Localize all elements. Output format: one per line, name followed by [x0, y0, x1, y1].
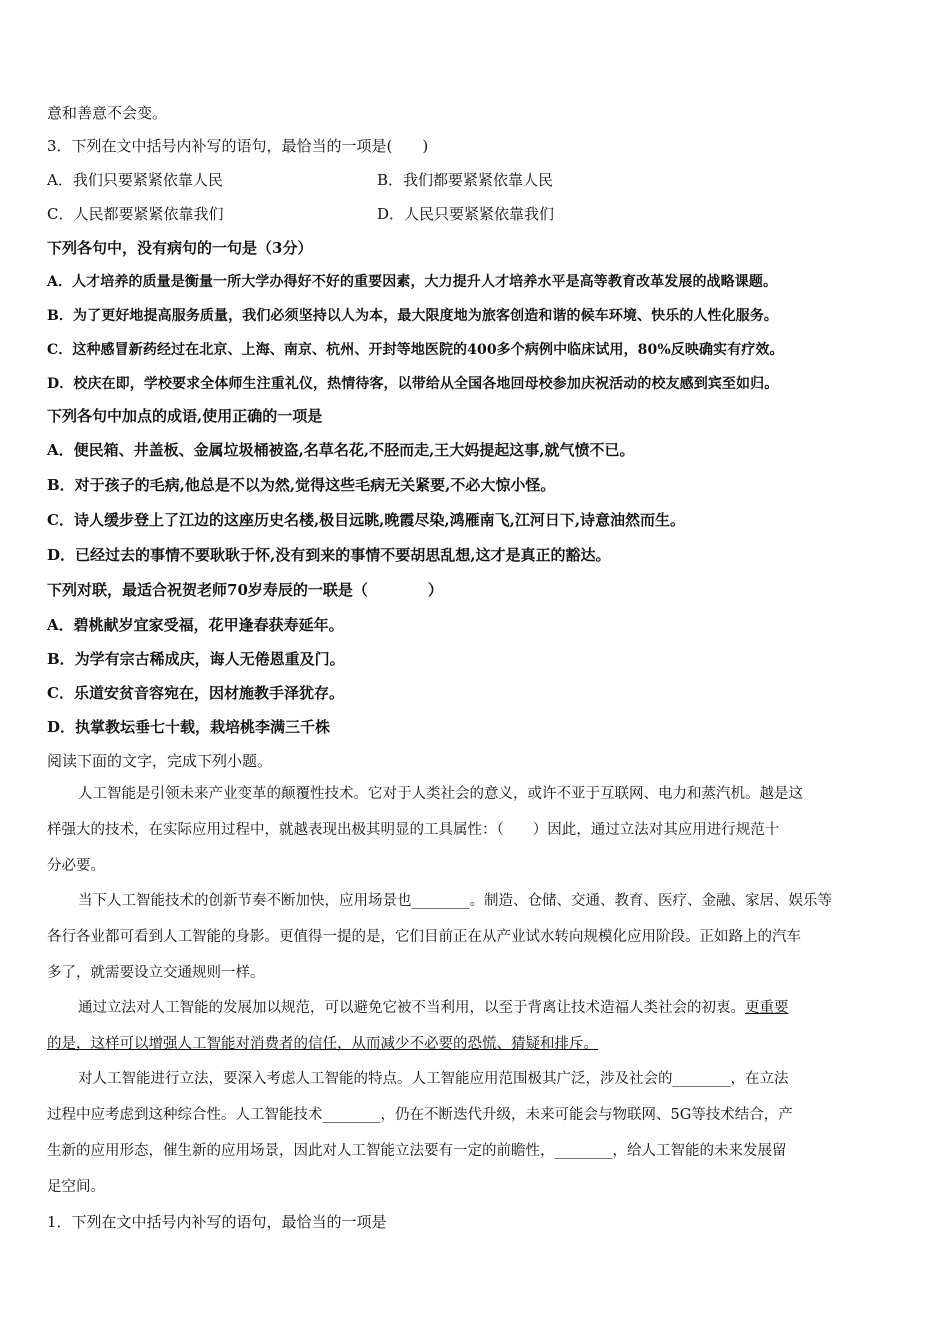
option-b: B．为学有宗古稀成庆，诲人无倦恩重及门。: [47, 650, 345, 668]
option-b: B．对于孩子的毛病,他总是不以为然,觉得这些毛病无关紧要,不必大惊小怪。: [47, 476, 556, 494]
option-d: D．已经过去的事情不要耿耿于怀,没有到来的事情不要胡思乱想,这才是真正的豁达。: [47, 546, 611, 564]
passage-line: 足空间。: [47, 1179, 105, 1195]
option-a: A．人才培养的质量是衡量一所大学办得好不好的重要因素，大力提升人才培养水平是高等教育改革发展的战略课题。: [47, 274, 778, 290]
option-a: A．我们只要紧紧依靠人民: [47, 171, 223, 189]
option-c: C．诗人缓步登上了江边的这座历史名楼,极目远眺,晚霞尽染,鸿雁南飞,江河日下,诗意油然而生。: [47, 511, 686, 529]
underlined-text: 的是，这样可以增强人工智能对消费者的信任，从而减少不必要的恐慌、猜疑和排斥。: [47, 1036, 598, 1052]
passage-line: 多了，就需要设立交通规则一样。: [47, 965, 265, 981]
option-d: D．校庆在即，学校要求全体师生注重礼仪，热情待客，以带给从全国各地回母校参加庆祝活动的校友感到宾至如归。: [47, 376, 779, 392]
passage-line: 过程中应考虑到这种综合性。人工智能技术________，仍在不断迭代升级，未来可能会与物联网、5G等技术结合，产: [47, 1107, 793, 1123]
option-c: C．乐道安贫音容宛在，因材施教手泽犹存。: [47, 684, 344, 702]
passage-line: 对人工智能进行立法，要深入考虑人工智能的特点。人工智能应用范围极其广泛，涉及社会的________，在立法: [78, 1071, 789, 1087]
option-d: D．执掌教坛垂七十载，栽培桃李满三千株: [47, 718, 331, 736]
passage-line: 当下人工智能技术的创新节奏不断加快，应用场景也________。制造、仓储、交通、教育、医疗、金融、家居、娱乐等: [78, 893, 832, 909]
reading-instruction: 阅读下面的文字，完成下列小题。: [47, 752, 273, 770]
passage-text: 通过立法对人工智能的发展加以规范，可以避免它被不当利用，以至于背离让技术造福人类社会的初衷。: [78, 1000, 745, 1016]
passage-line: 样强大的技术，在实际应用过程中，就越表现出极其明显的工具属性：（ ）因此，通过立法对其应用进行规范十: [47, 822, 780, 838]
option-b: B．我们都要紧紧依靠人民: [377, 171, 554, 189]
option-a: A．便民箱、井盖板、金属垃圾桶被盗,名草名花,不胫而走,王大妈提起这事,就气愤不已。: [47, 441, 635, 459]
question-sick-sentence: 下列各句中，没有病句的一句是（3分）: [47, 239, 313, 257]
passage-line: 各行各业都可看到人工智能的身影。更值得一提的是，它们目前正在从产业试水转向规模化应用阶段。正如路上的汽车: [47, 929, 801, 945]
option-c: C．人民都要紧紧依靠我们: [47, 205, 224, 223]
option-d: D．人民只要紧紧依靠我们: [377, 205, 555, 223]
question-couplet: 下列对联，最适合祝贺老师70岁寿辰的一联是（ ）: [47, 581, 443, 599]
option-b: B．为了更好地提高服务质量，我们必须坚持以人为本，最大限度地为旅客创造和谐的候车环境、快乐的人性化服务。: [47, 308, 779, 324]
option-a: A．碧桃献岁宜家受福，花甲逢春获寿延年。: [47, 616, 344, 634]
question-idiom: 下列各句中加点的成语,使用正确的一项是: [47, 407, 323, 425]
option-c: C．这种感冒新药经过在北京、上海、南京、杭州、开封等地医院的400多个病例中临床试用，80%反映确实有疗效。: [47, 342, 784, 358]
question-1: 1．下列在文中括号内补写的语句，最恰当的一项是: [47, 1213, 387, 1231]
passage-line: 生新的应用形态，催生新的应用场景，因此对人工智能立法要有一定的前瞻性，________，给人工智能的未来发展留: [47, 1143, 787, 1159]
passage-line: 分必要。: [47, 858, 105, 874]
passage-line: [78, 998, 789, 1018]
text-line: 意和善意不会变。: [47, 104, 168, 122]
underlined-text: 更重要: [745, 1000, 789, 1016]
passage-line: 人工智能是引领未来产业变革的颠覆性技术。它对于人类社会的意义，或许不亚于互联网、电力和蒸汽机。越是这: [78, 786, 803, 802]
question-3: 3．下列在文中括号内补写的语句，最恰当的一项是( ): [47, 137, 429, 155]
